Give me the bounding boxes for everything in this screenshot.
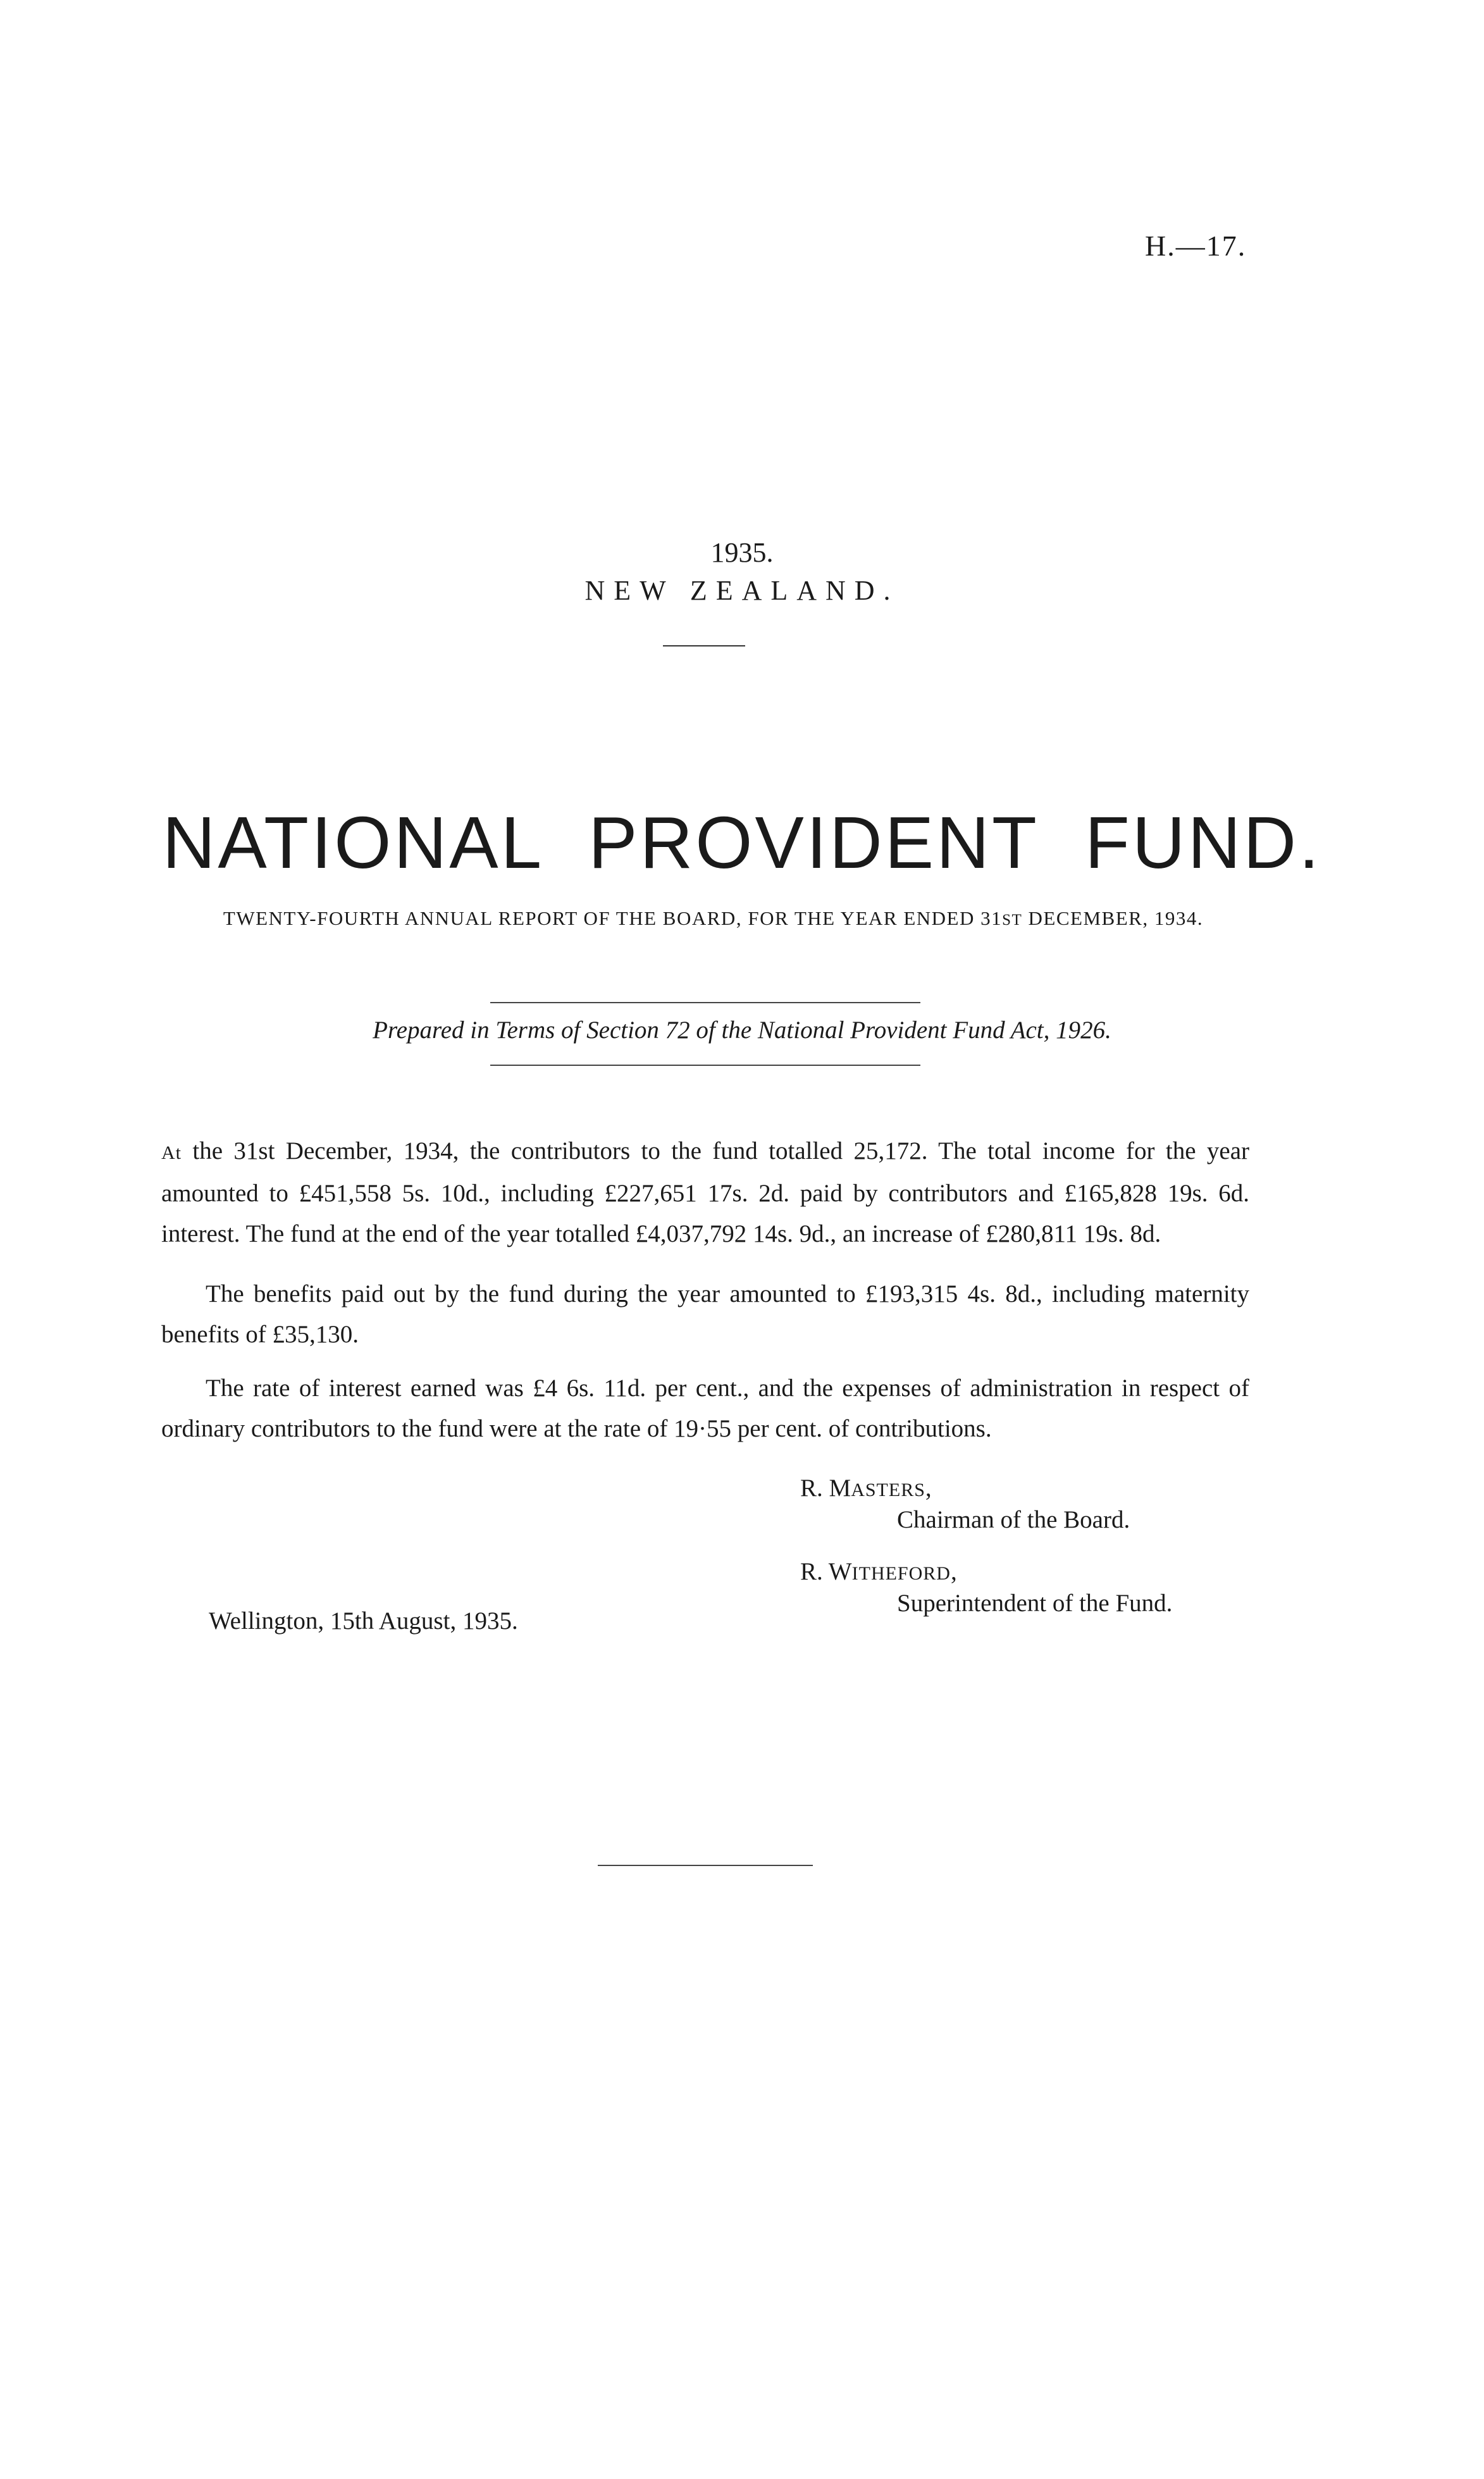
prepared-note: Prepared in Terms of Section 72 of the National Provident Fund Act, 1926. bbox=[373, 1017, 1111, 1044]
report-subtitle bbox=[161, 907, 1265, 930]
signatory-punct: , bbox=[950, 1558, 957, 1585]
signatory-surname: ASTERS bbox=[851, 1480, 925, 1500]
signatory-initial: R. M bbox=[800, 1474, 851, 1502]
divider bbox=[490, 1002, 920, 1003]
paragraph-text: the 31st December, 1934, the contributors to the fund totalled 25,172. The total income for the year amounted to £451,558 5s. 10d., including £227,651 17s. 2d. paid by contributors and £165,828 19s. 6d. interest. The fund at the end of the year totalled £4,037,792 14s. 9d., an increase of £280,811 19s. 8d. bbox=[161, 1137, 1249, 1247]
document-reference: H.—17. bbox=[1145, 230, 1247, 262]
subtitle-end: DECEMBER, 1934. bbox=[1022, 907, 1204, 929]
subtitle-ordinal-suffix: ST bbox=[1002, 912, 1023, 929]
body-paragraph bbox=[161, 1131, 1249, 1254]
place-and-date: Wellington, 15th August, 1935. bbox=[209, 1607, 518, 1635]
year-heading: 1935. bbox=[710, 537, 774, 568]
signatory-role: Chairman of the Board. bbox=[897, 1506, 1130, 1533]
signatory-name bbox=[800, 1474, 932, 1502]
divider bbox=[490, 1065, 920, 1066]
paragraph-lead-word: At bbox=[161, 1142, 182, 1163]
signatory-initial: R. W bbox=[800, 1558, 852, 1585]
signatory-surname: ITHEFORD bbox=[851, 1563, 951, 1584]
divider bbox=[663, 645, 745, 646]
country-heading: NEW ZEALAND. bbox=[584, 575, 900, 606]
page-title: NATIONAL PROVIDENT FUND. bbox=[162, 801, 1322, 884]
body-paragraph: The benefits paid out by the fund during the year amounted to £193,315 4s. 8d., including maternity benefits of £35,130. bbox=[161, 1280, 1249, 1348]
body-paragraph: The rate of interest earned was £4 6s. 11d. per cent., and the expenses of administration in respect of ordinary contributors to the fund were at the rate of 19·55 per cent. of contributions. bbox=[161, 1375, 1249, 1442]
subtitle-main: TWENTY-FOURTH ANNUAL REPORT OF THE BOARD, FOR THE YEAR ENDED 31 bbox=[223, 907, 1003, 929]
signatory-role: Superintendent of the Fund. bbox=[897, 1590, 1173, 1617]
end-divider bbox=[598, 1865, 813, 1866]
signatory-punct: , bbox=[925, 1474, 932, 1502]
signatory-name bbox=[800, 1557, 957, 1586]
